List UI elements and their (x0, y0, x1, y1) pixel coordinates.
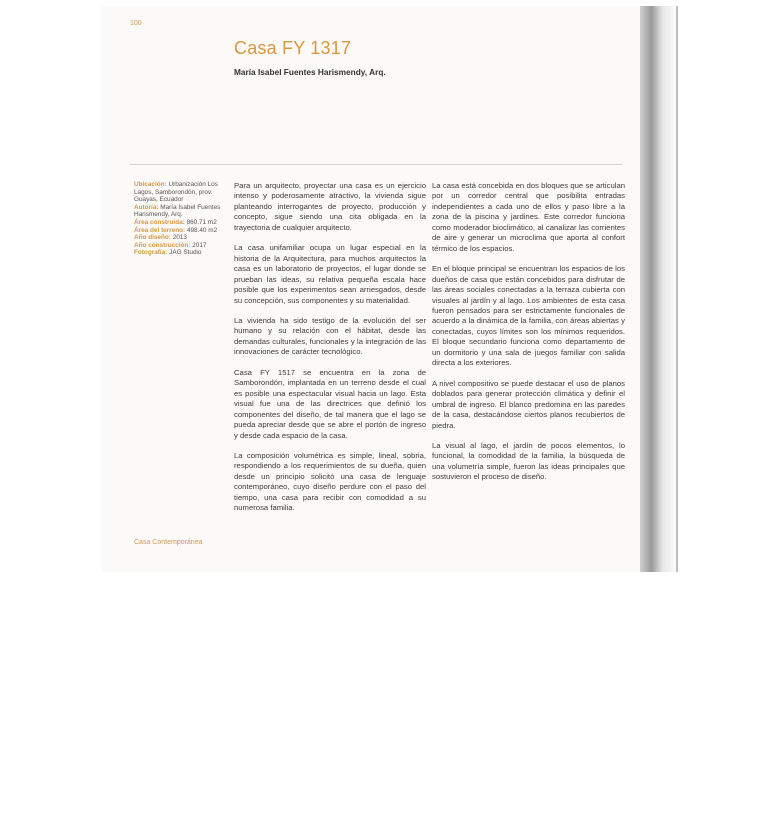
meta-ano-diseno (134, 234, 229, 242)
meta-label: Área del terreno: (134, 226, 186, 234)
meta-area-terreno (134, 227, 229, 235)
meta-value: María Isabel Fuentes Harismendy, Arq. (134, 203, 221, 219)
paragraph: La visual al lago, el jardín de pocos elementos, lo funcional, la comodidad de la familia, la búsqueda de una volumetría simple, fueron las ideas principales que sostuvieron el proceso de diseño. (432, 440, 625, 482)
text-column-1 (234, 181, 426, 524)
meta-value: 2013 (172, 234, 187, 242)
paragraph: Casa FY 1517 se encuentra en la zona de Samborondón, implantada en un terreno desde el cual es posible una espectacular visual hacia un lago. Esta visual fue una de las directrices que definió los componentes del diseño, de tal manera que el lago se pueda apreciar desde que se abre el portón de ingreso y desde cada espacio de la casa. (234, 367, 426, 440)
paragraph: La vivienda ha sido testigo de la evolución del ser humano y su relación con el hábitat, desde las demandas culturales, funcionales y la integración de las innovaciones de carácter tecnológico. (234, 315, 426, 357)
meta-label: Área construida: (134, 218, 185, 226)
meta-label: Fotografía: (134, 249, 168, 257)
meta-value: JAG Studio (169, 249, 202, 257)
section-footer: Casa Contemporánea (134, 539, 203, 546)
meta-area-construida (134, 219, 229, 227)
paragraph: La composición volumétrica es simple, lineal, sobria, respondiendo a los requerimientos de su dueña, quien desde un principio solicitó una casa de lenguaje contemporáneo, cuyo diseño perdure con el paso del tiempo, una casa para recibir con comodidad a su numerosa familia. (234, 450, 426, 513)
meta-label: Año diseño: (134, 234, 171, 242)
project-info (134, 181, 229, 257)
meta-autoria (134, 204, 229, 219)
meta-ano-construccion (134, 242, 229, 250)
article-title: Casa FY 1317 (234, 38, 352, 58)
meta-fotografia (134, 249, 229, 257)
page-number: 100 (130, 20, 142, 27)
paragraph: La casa está concebida en dos bloques que se articulan por un corredor central que posibilita entradas independientes a cada uno de ellos y paso libre a la zona de la piscina y jardines. Este corredor funciona como moderador bioclimático, al canalizar las corrientes de aire y generar un microclima que aporta al confort térmico de los espacios. (432, 181, 625, 253)
text-column-2 (432, 181, 625, 493)
meta-label: Ubicación: (134, 181, 167, 188)
paragraph: La casa unifamiliar ocupa un lugar especial en la historia de la Arquitectura, para muchos arquitectos la casa es un laboratorio de proyectos, el lugar donde se prueban las ideas, su relativa pequeña escala hace posible que los experimentos sean arriesgados, desde su concepción, sus componentes y su materialidad. (234, 243, 426, 305)
divider (130, 164, 622, 165)
paragraph: En el bloque principal se encuentran los espacios de los dueños de casa que están concebidos para disfrutar de las áreas sociales conectadas a la terraza cubierta con visuales al jardín y al lago. Los ambientes de esta casa fueron pensados para ser estrictamente funcionales de acuerdo a la dinámica de la familia, con áreas abiertas y conectadas, cuyos límites son los mínimos requeridos. El bloque secundario funciona como departamento de un dormitorio y una sala de juegos familiar con salida directa a los exteriores. (432, 264, 625, 368)
article-author: María Isabel Fuentes Harismendy, Arq. (234, 67, 386, 77)
meta-value: 2017 (192, 241, 207, 249)
meta-ubicacion (134, 181, 229, 204)
paragraph: A nivel compositivo se puede destacar el uso de planos doblados para generar protección climática y definir el umbral de ingreso. El blanco predomina en las paredes de la casa, destacándose ciertos planos recubiertos de piedra. (432, 378, 625, 430)
meta-value: 860.71 m2 (186, 218, 217, 226)
page-edge (676, 6, 678, 572)
paragraph: Para un arquitecto, proyectar una casa es un ejercicio intenso y poderosamente atractivo, la vivienda sigue planteando interrogantes de proyecto, producción y concepto, sigue siendo una cita obligada en la trayectoria de cualquier arquitecto. (234, 181, 426, 232)
meta-value: Urbanización Los Lagos, Samborondón, prov. Guayas, Ecuador (134, 181, 218, 204)
meta-value: 498.40 m2 (186, 226, 218, 234)
meta-label: Autoría: (134, 203, 159, 211)
book-gutter-shadow (640, 6, 678, 572)
meta-label: Año construcción: (134, 241, 191, 249)
